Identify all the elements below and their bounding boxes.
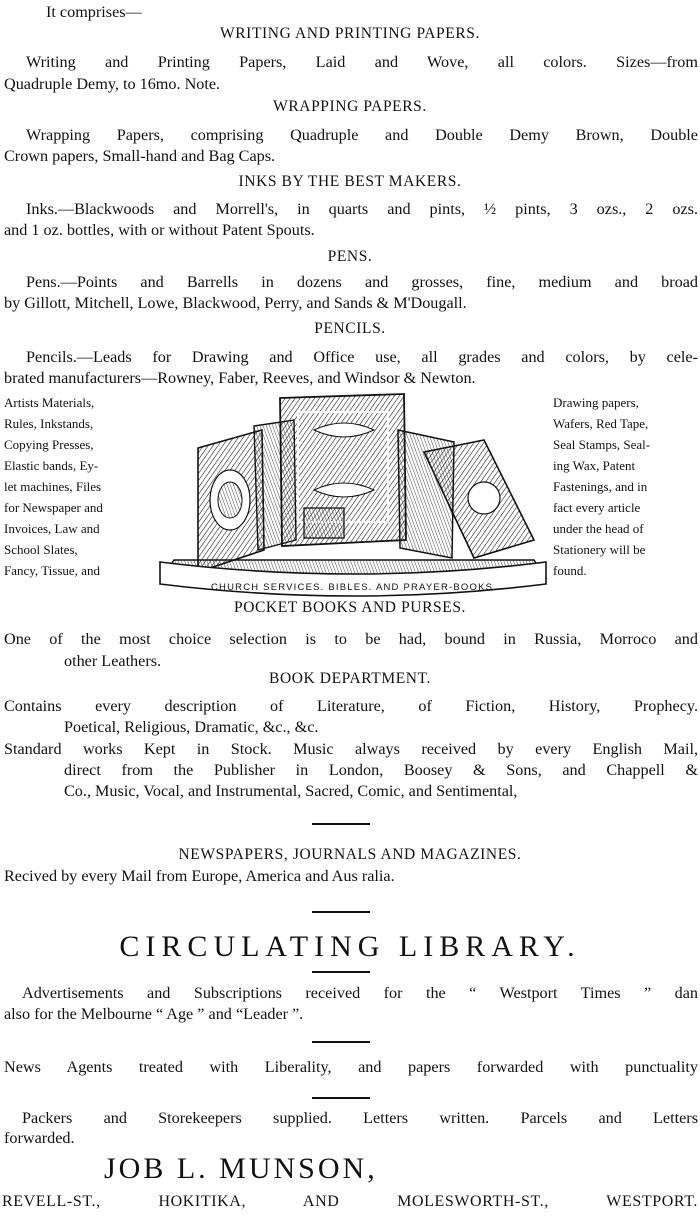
inks-line-1: Inks.—Blackwoods and Morrell's, in quarts and pints, ½ pints, 3 ozs., 2 ozs. (26, 200, 698, 218)
divider-rule (312, 971, 370, 973)
left-column-line: Elastic bands, Ey- (4, 458, 99, 473)
right-column-line: under the head of (553, 521, 644, 536)
left-column-line: let machines, Files (4, 479, 102, 494)
heading-pencils: PENCILS. (314, 320, 386, 337)
pencils-line-1: Pencils.—Leads for Drawing and Office use, all grades and colors, by cele- (26, 348, 698, 366)
book-line-5: Co., Music, Vocal, and Instrumental, Sacred, Comic, and Sentimental, (64, 782, 518, 800)
proprietor-name: JOB L. MUNSON, (104, 1152, 378, 1185)
divider-rule (312, 911, 370, 913)
heading-pens: PENS. (327, 248, 373, 265)
left-column-line: for Newspaper and (4, 500, 103, 515)
heading-circulating-library: CIRCULATING LIBRARY. (119, 930, 581, 963)
writing-line-2: Quadruple Demy, to 16mo. Note. (4, 75, 221, 93)
heading-wrapping-papers: WRAPPING PAPERS. (273, 98, 427, 115)
illustration-banner-text: CHURCH SERVICES. BIBLES. AND PRAYER-BOOKS. (210, 582, 498, 593)
right-column-line: Stationery will be (553, 542, 646, 557)
intro-text: It comprises— (46, 3, 142, 21)
writing-line-1: Writing and Printing Papers, Laid and Wove, all colors. Sizes—from (26, 53, 698, 71)
left-column-line: Copying Presses, (4, 437, 94, 452)
right-column-line: fact every article (553, 500, 641, 515)
advertisements-line-2: also for the Melbourne “ Age ” and “Leader ”. (4, 1005, 304, 1023)
left-column-line: Rules, Inkstands, (4, 416, 94, 431)
pencils-line-2: brated manufacturers—Rowney, Faber, Reeves, and Windsor & Newton. (4, 369, 476, 387)
right-column-line: Wafers, Red Tape, (553, 416, 649, 431)
books-illustration (154, 390, 550, 608)
right-column-line: Drawing papers, (553, 395, 639, 410)
heading-writing-papers: WRITING AND PRINTING PAPERS. (220, 25, 480, 42)
pocket-line-2: other Leathers. (64, 652, 162, 670)
packers-line-1: Packers and Storekeepers supplied. Letters written. Parcels and Letters (22, 1109, 698, 1127)
left-column-line: Fancy, Tissue, and (4, 563, 100, 578)
right-column-line: Fastenings, and in (553, 479, 648, 494)
left-column-line: Artists Materials, (4, 395, 95, 410)
wrapping-line-1: Wrapping Papers, comprising Quadruple and Double Demy Brown, Double (26, 126, 698, 144)
inks-line-2: and 1 oz. bottles, with or without Patent Spouts. (4, 221, 315, 239)
pocket-line-1: One of the most choice selection is to be had, bound in Russia, Morroco and (4, 630, 698, 648)
heading-inks: INKS BY THE BEST MAKERS. (238, 173, 462, 190)
pens-line-2: by Gillott, Mitchell, Lowe, Blackwood, Perry, and Sands & M'Dougall. (4, 294, 467, 312)
book-line-2: Poetical, Religious, Dramatic, &c., &c. (64, 718, 319, 736)
advertisements-line-1: Advertisements and Subscriptions received for the “ Westport Times ” dan (22, 984, 698, 1002)
heading-book-department: BOOK DEPARTMENT. (269, 670, 431, 687)
right-column-line: found. (553, 563, 587, 578)
address-line: REVELL-ST., HOKITIKA, AND MOLESWORTH-ST., WESTPORT. (2, 1193, 698, 1210)
book-line-4: direct from the Publisher in London, Boosey & Sons, and Chappell & (64, 761, 698, 779)
newspapers-line-1: Recived by every Mail from Europe, America and Aus ralia. (4, 867, 395, 885)
agents-line-1: News Agents treated with Liberality, and papers forwarded with punctuality (4, 1058, 698, 1076)
book-line-1: Contains every description of Literature, of Fiction, History, Prophecy. (4, 697, 698, 715)
heading-newspapers: NEWSPAPERS, JOURNALS AND MAGAZINES. (178, 846, 522, 863)
divider-rule (312, 1097, 370, 1099)
pens-line-1: Pens.—Points and Barrells in dozens and grosses, fine, medium and broad (26, 273, 698, 291)
book-line-3: Standard works Kept in Stock. Music always received by every English Mail, (4, 740, 698, 758)
left-column-line: School Slates, (4, 542, 78, 557)
divider-rule (312, 823, 370, 825)
right-column-line: ing Wax, Patent (553, 458, 636, 473)
wrapping-line-2: Crown papers, Small-hand and Bag Caps. (4, 147, 276, 165)
right-column-line: Seal Stamps, Seal- (553, 437, 651, 452)
divider-rule (312, 1041, 370, 1043)
heading-pocket-books: POCKET BOOKS AND PURSES. (233, 599, 467, 616)
packers-line-2: forwarded. (4, 1129, 75, 1147)
left-column-line: Invoices, Law and (4, 521, 100, 536)
